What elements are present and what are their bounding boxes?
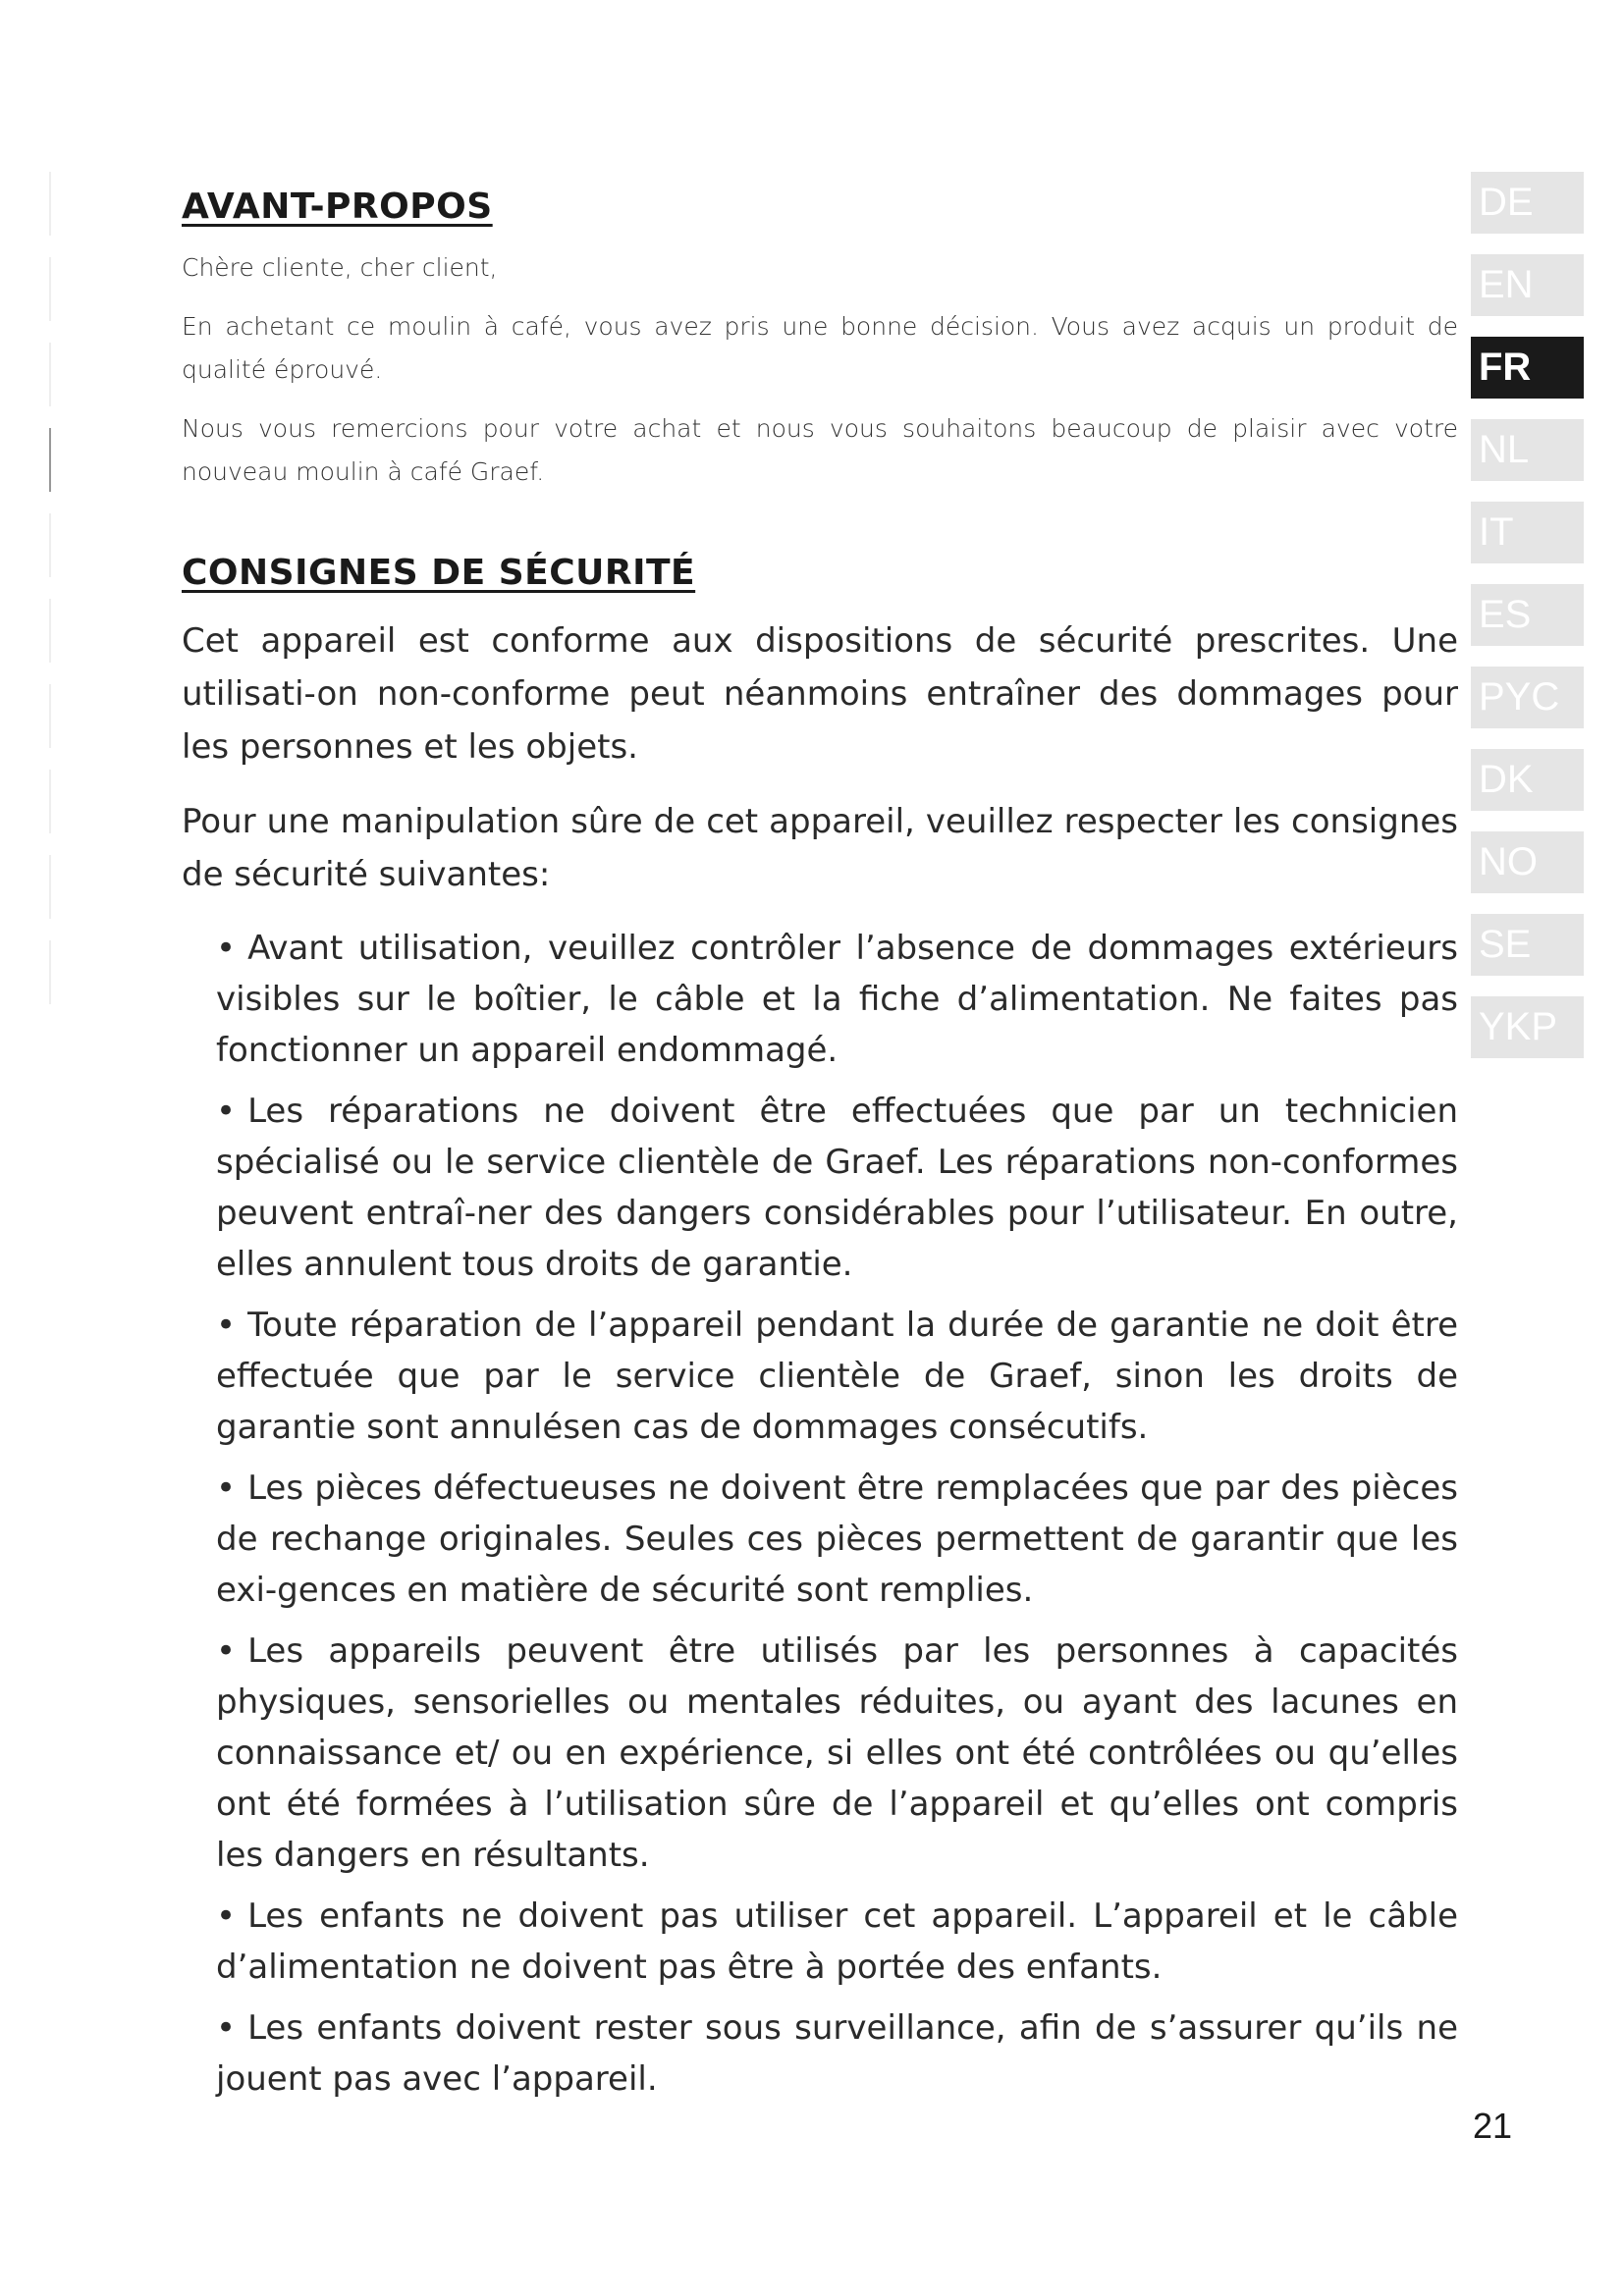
margin-mark [49,172,51,236]
language-tab-nl[interactable]: NL [1471,419,1584,481]
margin-mark [49,684,51,748]
foreword-paragraph-2: Nous vous remercions pour votre achat et nous vous souhaitons beaucoup de plaisir avec votre nouveau moulin à café Graef. [182,414,1458,486]
language-tab-se[interactable]: SE [1471,914,1584,976]
language-tab-it[interactable]: IT [1471,502,1584,563]
margin-mark [49,855,51,919]
safety-bullet [216,2002,1458,2105]
bullet-icon: • [216,1306,237,1345]
bullet-text: Les enfants doivent rester sous surveillance, afin de s’assurer qu’ils ne jouent pas avec l’appareil. [216,2008,1458,2099]
safety-bullet [216,1086,1458,1290]
language-tabs [1471,172,1584,1079]
language-tab-en[interactable]: EN [1471,254,1584,316]
bullet-text: Toute réparation de l’appareil pendant la durée de garantie ne doit être effectuée que par le service clientèle de Graef, sinon les droits de garantie sont annulésen cas de dommages consécutifs. [216,1306,1458,1447]
bullet-text: Les appareils peuvent être utilisés par les personnes à capacités physiques, sensorielles ou mentales réduites, ou ayant des lacunes en connaissance et/ ou en expérience, si elles ont été contrôlées ou qu’elles ont été formées à l’utilisation sûre de l’appareil et qu’elles ont compris les dangers en résultants. [216,1631,1458,1875]
safety-title: CONSIGNES DE SÉCURITÉ [182,553,696,593]
safety-bullet-list [182,923,1458,2105]
safety-bullet [216,1463,1458,1616]
bullet-icon: • [216,2008,237,2048]
bullet-icon: • [216,929,237,968]
foreword-paragraph-1: En achetant ce moulin à café, vous avez pris une bonne décision. Vous avez acquis un produit de qualité éprouvé. [182,312,1458,384]
bullet-text: Les enfants ne doivent pas utiliser cet appareil. L’appareil et le câble d’alimentation ne doivent pas être à portée des enfants. [216,1896,1458,1987]
safety-bullet [216,923,1458,1076]
page-content [182,187,1458,2114]
safety-bullet [216,1300,1458,1453]
bullet-text: Les pièces défectueuses ne doivent être remplacées que par des pièces de rechange originales. Seules ces pièces permettent de garantir que les exi-gences en matière de sécurité sont remplies. [216,1468,1458,1610]
language-tab-ru[interactable]: PYC [1471,667,1584,728]
margin-mark [49,513,51,577]
language-tab-dk[interactable]: DK [1471,749,1584,811]
safety-bullet [216,1626,1458,1881]
language-tab-ua[interactable]: YKP [1471,996,1584,1058]
margin-mark-active [49,428,51,492]
margin-mark [49,599,51,663]
safety-bullet [216,1891,1458,1993]
bullet-text: Les réparations ne doivent être effectuées que par un technicien spécialisé ou le service clientèle de Graef. Les réparations non-conformes peuvent entraî-ner des dangers considérables pour l’utilisateur. En outre, elles annulent tous droits de garantie. [216,1092,1458,1284]
margin-mark [49,940,51,1004]
bullet-text: Avant utilisation, veuillez contrôler l’absence de dommages extérieurs visibles sur le boîtier, le câble et la fiche d’alimentation. Ne faites pas fonctionner un appareil endommagé. [216,929,1458,1070]
safety-intro-1: Cet appareil est conforme aux dispositions de sécurité prescrites. Une utilisati-on non-conforme peut néanmoins entraîner des dommages pour les personnes et les objets. [182,621,1458,767]
margin-mark [49,343,51,406]
language-tab-fr[interactable]: FR [1471,337,1584,399]
bullet-icon: • [216,1631,237,1671]
margin-mark [49,257,51,321]
bullet-icon: • [216,1468,237,1508]
margin-mark [49,770,51,833]
language-tab-no[interactable]: NO [1471,831,1584,893]
margin-marks [49,172,51,1055]
foreword-greeting: Chère cliente, cher client, [182,253,498,282]
language-tab-es[interactable]: ES [1471,584,1584,646]
language-tab-de[interactable]: DE [1471,172,1584,234]
foreword-title: AVANT-PROPOS [182,187,493,227]
bullet-icon: • [216,1896,237,1936]
bullet-icon: • [216,1092,237,1131]
safety-intro-2: Pour une manipulation sûre de cet appareil, veuillez respecter les consignes de sécurité suivantes: [182,802,1458,894]
page-number: 21 [1473,2106,1513,2146]
